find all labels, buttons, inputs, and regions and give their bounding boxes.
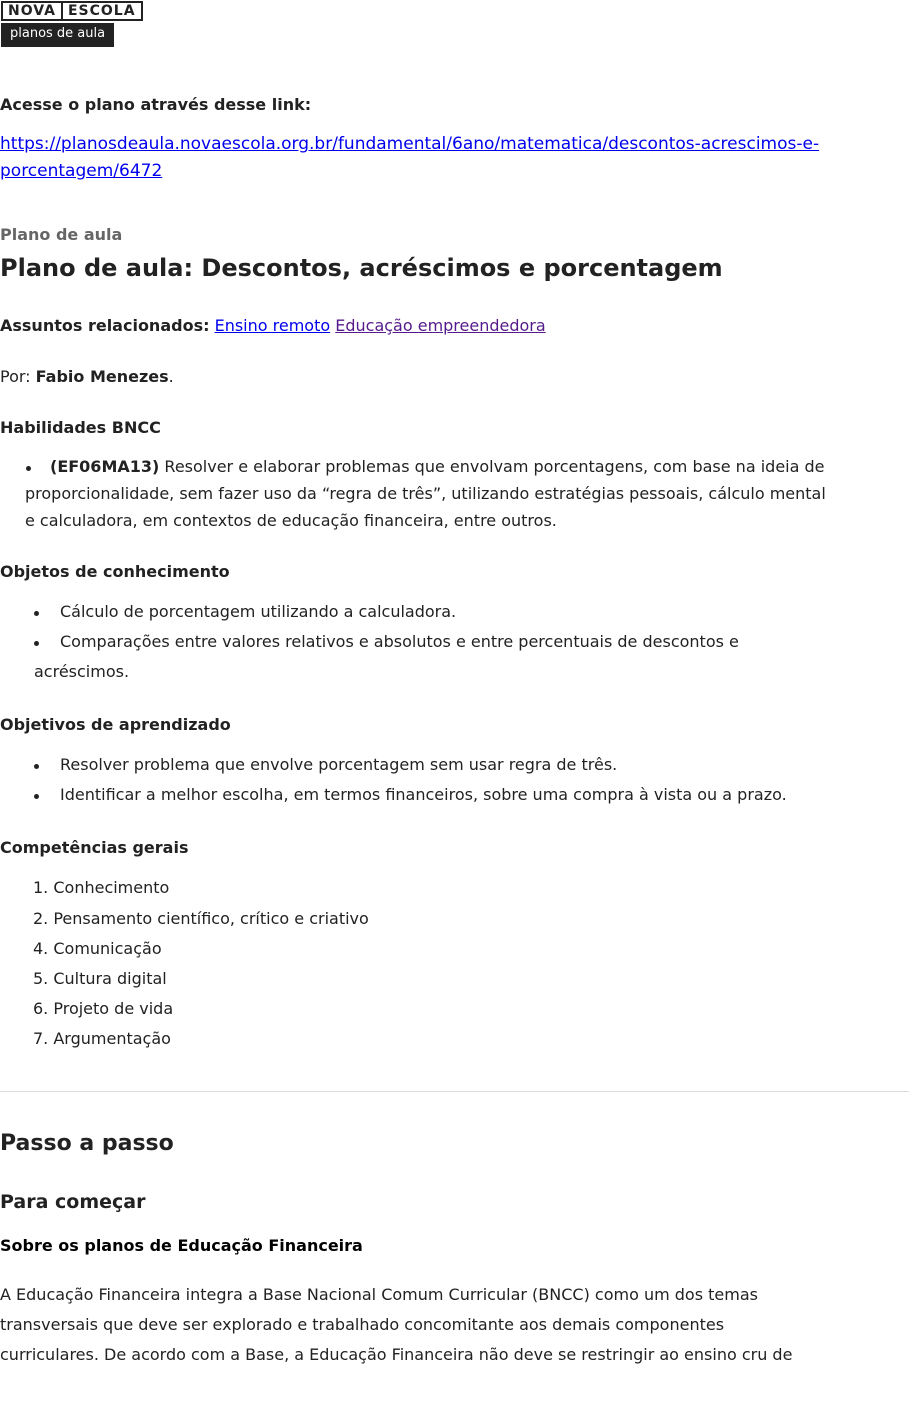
competencias-heading: Competências gerais xyxy=(0,838,189,857)
objetivos-item-2: Identificar a melhor escolha, em termos financeiros, sobre uma compra à vista ou a prazo. xyxy=(60,785,787,804)
section-title: Sobre os planos de Educação Financeira xyxy=(0,1236,363,1255)
bncc-text-1: Resolver e elaborar problemas que envolvam porcentagens, com base na ideia de xyxy=(164,457,825,476)
plan-url-line2[interactable]: porcentagem/6472 xyxy=(0,161,163,181)
competencia-item: 5. Cultura digital xyxy=(33,969,167,988)
related-subjects xyxy=(0,316,546,335)
competencia-item: 4. Comunicação xyxy=(33,939,162,958)
objetos-item-2-line2: acréscimos. xyxy=(34,662,130,681)
plan-url-line1[interactable]: https://planosdeaula.novaescola.org.br/fundamental/6ano/matematica/descontos-acrescimos-e- xyxy=(0,134,820,154)
logo-word-nova: NOVA xyxy=(1,1,63,21)
eyebrow-label: Plano de aula xyxy=(0,225,123,244)
paragraph-line: transversais que deve ser explorado e trabalhado concomitante aos demais componentes xyxy=(0,1315,725,1334)
page-title: Plano de aula: Descontos, acréscimos e porcentagem xyxy=(0,254,723,282)
list-bullet xyxy=(34,764,39,769)
passo-heading: Passo a passo xyxy=(0,1131,174,1156)
objetivos-item-1: Resolver problema que envolve porcentagem sem usar regra de três. xyxy=(60,755,618,774)
section-divider xyxy=(0,1091,909,1092)
author-suffix: . xyxy=(168,367,174,386)
list-bullet xyxy=(34,794,39,799)
logo-word-escola: ESCOLA xyxy=(61,1,143,21)
list-bullet xyxy=(34,641,39,646)
bncc-item-line2: proporcionalidade, sem fazer uso da “regra de três”, utilizando estratégias pessoais, cálculo mental xyxy=(25,484,826,503)
paragraph-line: A Educação Financeira integra a Base Nacional Comum Curricular (BNCC) como um dos temas xyxy=(0,1285,758,1304)
tag-ensino-remoto[interactable]: Ensino remoto xyxy=(214,316,331,335)
para-comecar-heading: Para começar xyxy=(0,1191,146,1213)
list-bullet xyxy=(26,466,31,471)
paragraph-line: curriculares. De acordo com a Base, a Educação Financeira não deve se restringir ao ensino cru de xyxy=(0,1345,793,1364)
author-prefix: Por: xyxy=(0,367,31,386)
objetos-item-1: Cálculo de porcentagem utilizando a calculadora. xyxy=(60,602,457,621)
access-label: Acesse o plano através desse link: xyxy=(0,95,312,114)
competencia-item: 1. Conhecimento xyxy=(33,878,170,897)
bncc-item-line3: e calculadora, em contextos de educação financeira, entre outros. xyxy=(25,511,557,530)
bncc-heading: Habilidades BNCC xyxy=(0,418,161,437)
competencia-item: 6. Projeto de vida xyxy=(33,999,174,1018)
objetos-heading: Objetos de conhecimento xyxy=(0,562,230,581)
author-name: Fabio Menezes xyxy=(35,367,169,386)
tag-educacao-empreendedora[interactable]: Educação empreendedora xyxy=(335,316,546,335)
related-label: Assuntos relacionados: xyxy=(0,316,210,335)
bncc-code: (EF06MA13) xyxy=(50,457,160,476)
competencia-item: 2. Pensamento científico, crítico e criativo xyxy=(33,909,369,928)
list-bullet xyxy=(34,611,39,616)
bncc-item-line1 xyxy=(50,457,825,476)
objetos-item-2-line1: Comparações entre valores relativos e absolutos e entre percentuais de descontos e xyxy=(60,632,739,651)
objetivos-heading: Objetivos de aprendizado xyxy=(0,715,231,734)
competencia-item: 7. Argumentação xyxy=(33,1029,171,1048)
author-line xyxy=(0,367,174,386)
logo-subtitle: planos de aula xyxy=(1,23,114,47)
nova-escola-logo[interactable] xyxy=(1,1,143,47)
